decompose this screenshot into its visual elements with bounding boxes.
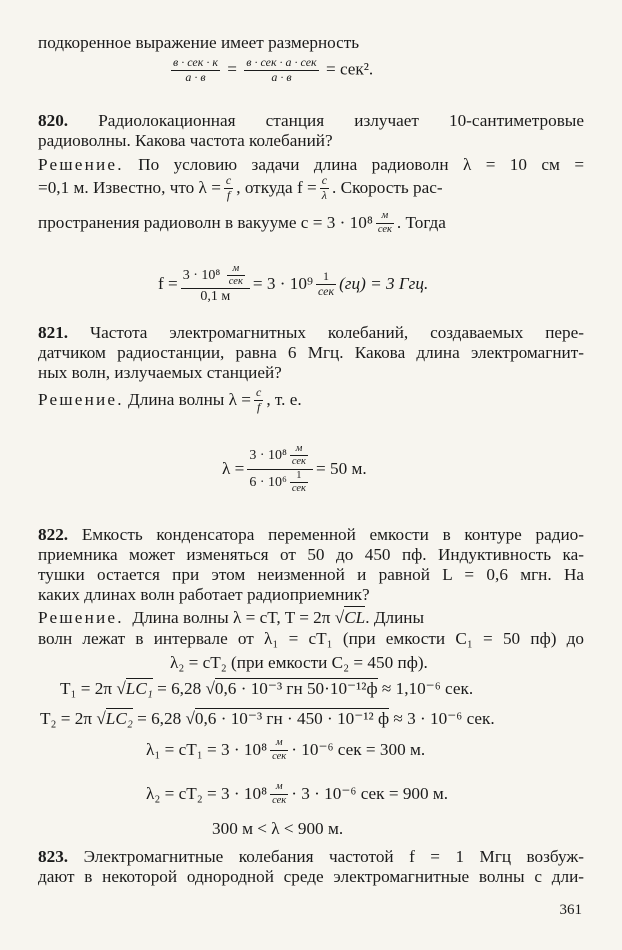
equation-frequency (158, 254, 428, 314)
fraction-denominator: сек (317, 283, 335, 298)
problem-821-line-1 (38, 322, 584, 344)
problem-820-line-1 (38, 110, 584, 132)
equation-middle: = 6,28 (137, 709, 182, 728)
problem-822-line-2: приемника может изменяться от 50 до 450 пф. Индуктивность ка- (38, 545, 584, 564)
problem-text: Частота электромагнитных колебаний, создаваемых пере- (89, 323, 584, 342)
unit-numerator: м (376, 210, 394, 223)
fraction-numerator: c (225, 172, 232, 187)
equation-range: 300 м < λ < 900 м. (212, 819, 344, 838)
equation-result: · 10⁻⁶ сек = 300 м. (291, 740, 426, 759)
equation-result: · 3 · 10⁻⁶ сек = 900 м. (291, 784, 449, 803)
solution-text: =0,1 м. Известно, что λ = (38, 178, 221, 197)
equation-lambda2-definition: λ₂ = cT₂ (при емкости C₂ = 450 пф). (170, 653, 428, 672)
equation-lhs: λ₁ = cT₁ = 3 · 10⁸ (146, 740, 268, 759)
solution-text: По условию задачи длина радиоволн λ = 10 см = (138, 155, 585, 174)
fraction-numerator: в · сек · а · сек (246, 55, 317, 69)
equation-middle: = 6,28 (157, 679, 202, 698)
fraction-numerator: c (255, 384, 262, 399)
solution-text: , т. е. (266, 390, 302, 409)
unit-numerator: м (290, 443, 308, 456)
equation-middle: = 3 · 10⁹ (252, 274, 313, 293)
equation-result: ≈ 1,10⁻⁶ сек. (381, 679, 474, 698)
problem-number: 822. (38, 525, 69, 544)
problem-821-line-2: датчиком радиостанции, равна 6 Мгц. Какова длина электромагнит- (38, 343, 584, 362)
unit-denominator: сек (291, 482, 306, 494)
solution-822-line-1: Решение. Длина волны λ = cT, T = 2π √ CL . Длины (38, 607, 425, 627)
fraction-denominator: а · в (271, 69, 292, 84)
fraction-numerator: 1 (316, 270, 336, 285)
fraction-numerator: в · сек · к (173, 55, 218, 69)
fraction-denominator: f (256, 399, 261, 414)
equation-result: = 50 м. (315, 459, 367, 478)
problem-number: 823. (38, 847, 69, 866)
solution-text: Длина волны λ = cT, T = 2π (132, 607, 331, 627)
page-number: 361 (559, 902, 582, 918)
solution-text: . Тогда (396, 213, 446, 232)
problem-text: Радиолокационная станция излучает 10-сантиметровые (98, 111, 584, 130)
problem-823-line-1 (38, 846, 584, 868)
unit-denominator: сек (377, 223, 392, 235)
numerator-value: 3 · 10⁸ (182, 267, 221, 283)
solution-821-line-1 (38, 380, 584, 420)
equation-lambda2 (146, 776, 448, 812)
problem-822-line-1 (38, 524, 584, 546)
solution-text: пространения радиоволн в вакууме c = 3 · 10⁸ (38, 213, 373, 232)
unit-numerator: м (227, 263, 245, 276)
unit-numerator: 1 (290, 470, 308, 483)
solution-label: Решение. (38, 607, 124, 627)
equation-lhs: f = (158, 274, 178, 293)
equation-lhs: T₂ = 2π (40, 709, 93, 728)
fraction-numerator: c (321, 172, 328, 187)
fraction-denominator (247, 470, 313, 495)
equation-dimension: $\frac{\text{в · сек · к}}{а \cdot в}$ = $\frac{\text{в · сек · а · сек}}{а \cdot в}$ = сек². (173, 55, 374, 84)
equation-lhs: λ = (222, 459, 245, 478)
solution-text: , откуда f = (236, 178, 317, 197)
solution-820-line-3 (38, 204, 584, 242)
denominator-value: 6 · 10⁶ (249, 474, 287, 490)
sqrt-radicand: LC₂ (105, 709, 133, 728)
equation-wavelength (222, 432, 367, 506)
unit-denominator: сек (272, 750, 287, 762)
fraction-numerator (247, 443, 313, 469)
solution-822-line-2: волн лежат в интервале от λ₁ = cT₁ (при емкости C₁ = 50 пф) до (38, 629, 584, 648)
equation-lambda1 (146, 732, 425, 768)
text-line: подкоренное выражение имеет размерность (38, 33, 360, 52)
solution-text: Длина волны λ = (128, 390, 251, 409)
equation-result: (гц) = 3 Ггц. (339, 274, 429, 293)
equation-T2: T₂ = 2π √LC₂ = 6,28 √0,6 · 10⁻³ гн · 450 · 10⁻¹² ф ≈ 3 · 10⁻⁶ сек. (40, 709, 495, 728)
problem-number: 820. (38, 111, 69, 130)
fraction-denominator: λ (321, 187, 327, 202)
unit-numerator: м (270, 781, 288, 794)
fraction-numerator (181, 263, 250, 289)
problem-822-line-3: тушки остается при этом неизменной и равной L = 0,6 мгн. На (38, 565, 584, 584)
solution-text: . Длины (365, 607, 425, 627)
unit-numerator: м (270, 737, 288, 750)
problem-text: Электромагнитные колебания частотой f = 1 Мгц возбуж- (83, 847, 584, 866)
problem-823-line-2: дают в некоторой однородной среде электромагнитные волны с дли- (38, 867, 584, 886)
problem-822-line-4: каких длинах волн работает радиоприемник? (38, 585, 370, 604)
equation-result: = сек². (325, 59, 374, 79)
solution-label: Решение. (38, 155, 124, 174)
numerator-value: 3 · 10⁸ (249, 448, 287, 464)
solution-820-line-2 (38, 170, 584, 206)
problem-820-line-2: радиоволны. Какова частота колебаний? (38, 131, 333, 150)
sqrt-radicand: CL (344, 608, 366, 627)
sqrt-radicand: LC₁ (125, 679, 153, 698)
fraction-denominator: а · в (185, 69, 206, 84)
equation-lhs: λ₂ = cT₂ = 3 · 10⁸ (146, 784, 268, 803)
equation-T1: T₁ = 2π √LC₁ = 6,28 √0,6 · 10⁻³ гн 50·10⁻¹²ф ≈ 1,10⁻⁶ сек. (60, 679, 474, 698)
solution-label: Решение. (38, 390, 124, 409)
problem-text: Емкость конденсатора переменной емкости в контуре радио- (81, 525, 585, 544)
problem-number: 821. (38, 323, 69, 342)
unit-denominator: сек (272, 794, 287, 806)
fraction-denominator: f (226, 187, 231, 202)
equation-result: ≈ 3 · 10⁻⁶ сек. (393, 709, 495, 728)
sqrt-radicand: 0,6 · 10⁻³ гн · 450 · 10⁻¹² ф (194, 709, 390, 728)
fraction-denominator: 0,1 м (200, 289, 231, 305)
unit-denominator: сек (228, 275, 243, 287)
solution-text: . Скорость рас- (332, 178, 443, 197)
sqrt-radicand: 0,6 · 10⁻³ гн 50·10⁻¹²ф (214, 679, 378, 698)
problem-821-line-3: ных волн, излучаемых станцией? (38, 363, 282, 382)
equation-lhs: T₁ = 2π (60, 679, 113, 698)
unit-denominator: сек (291, 456, 306, 468)
